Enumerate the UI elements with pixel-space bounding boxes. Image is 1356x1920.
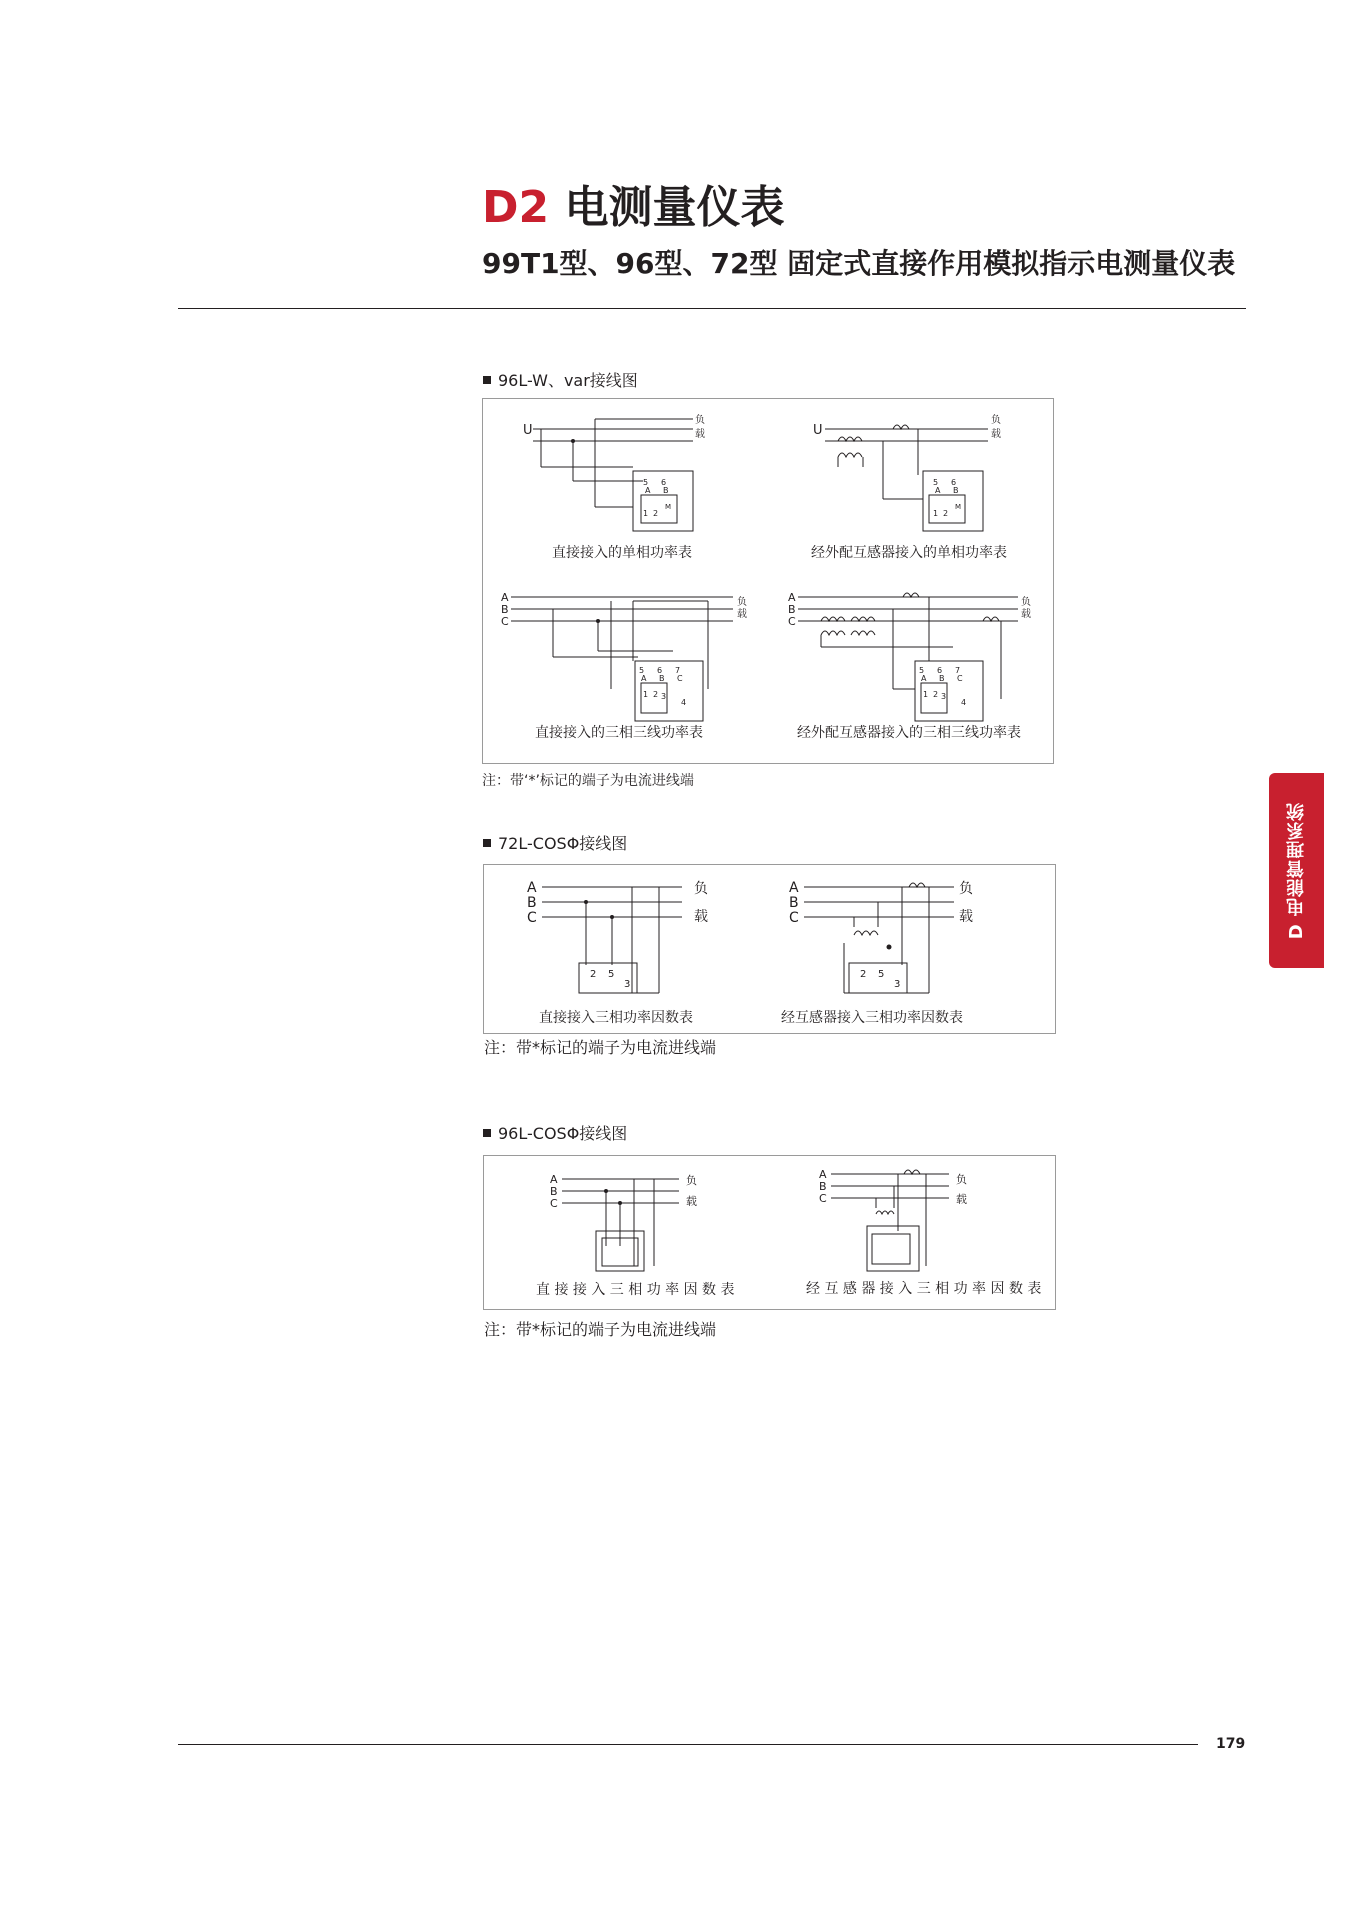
terminal-label: 6 xyxy=(951,478,957,487)
terminal-label: C xyxy=(677,674,683,683)
diagram-caption: 直 接 接 入 三 相 功 率 因 数 表 xyxy=(536,1282,735,1298)
line-label-u: U xyxy=(813,423,823,438)
section-title-text: 96L-W、var接线图 xyxy=(498,371,638,390)
terminal-label: 3 xyxy=(661,692,667,701)
load-label: 负 xyxy=(959,881,973,897)
top-rule xyxy=(178,308,1246,309)
diagram-caption: 经 互 感 器 接 入 三 相 功 率 因 数 表 xyxy=(806,1281,1042,1297)
line-label-b: B xyxy=(789,895,799,911)
note-72l-cos: 注：带*标记的端子为电流进线端 xyxy=(484,1038,717,1057)
side-tab[interactable] xyxy=(1269,773,1324,968)
load-label: 载 xyxy=(737,609,747,620)
page-subtitle: 99T1型、96型、72型 固定式直接作用模拟指示电测量仪表 xyxy=(482,247,1236,280)
section-title-96l-cos xyxy=(483,1124,627,1144)
load-label: 载 xyxy=(959,909,973,925)
section-title-text: 96L-COSΦ接线图 xyxy=(498,1124,628,1143)
terminal-label: 5 xyxy=(878,969,885,980)
terminal-label: 2 xyxy=(943,509,949,518)
transformer-coil xyxy=(821,631,845,635)
terminal-label: 5 xyxy=(933,478,939,487)
line-label-c: C xyxy=(550,1197,558,1210)
side-tab-label: D 电能管理系统 xyxy=(1285,801,1307,940)
diagram-direct-three-phase xyxy=(501,591,747,741)
terminal-label: 3 xyxy=(894,979,901,990)
terminal-label: 7 xyxy=(955,666,961,675)
terminal-label: B xyxy=(939,674,945,683)
load-label: 负 xyxy=(956,1173,967,1186)
terminal-label: 5 xyxy=(919,666,925,675)
line-label-b: B xyxy=(501,603,509,616)
meter-inner xyxy=(872,1234,910,1264)
section-title-72l-cos xyxy=(483,834,627,854)
terminal-label: A xyxy=(921,674,927,683)
transformer-coil xyxy=(851,617,875,621)
wiring-diagrams-96l-cos xyxy=(484,1156,1055,1309)
terminal-label: 6 xyxy=(657,666,663,675)
line-label-a: A xyxy=(789,880,799,896)
transformer-coil xyxy=(851,631,875,635)
line-label-a: A xyxy=(527,880,537,896)
terminal-label: 5 xyxy=(608,969,615,980)
diagram-direct-pf xyxy=(527,880,708,1026)
diagram-caption: 直接接入的单相功率表 xyxy=(552,545,692,561)
terminal-label: 3 xyxy=(624,979,631,990)
ct-coil xyxy=(904,1170,920,1174)
wiring-box-96l-w-var xyxy=(482,398,1054,764)
line-label-b: B xyxy=(550,1185,558,1198)
ct-coil xyxy=(893,425,909,429)
note-96l-cos: 注：带*标记的端子为电流进线端 xyxy=(484,1320,717,1339)
diagram-caption: 直接接入的三相三线功率表 xyxy=(535,725,703,741)
ct-coil xyxy=(909,883,925,887)
bottom-rule xyxy=(178,1744,1198,1745)
wiring-box-96l-cos xyxy=(483,1155,1056,1310)
diagram-ct-single-phase xyxy=(811,413,1007,561)
junction-dot xyxy=(887,945,892,950)
diagram-direct-single-phase xyxy=(523,413,705,561)
bullet-icon xyxy=(483,839,491,847)
title-text: 电测量仪表 xyxy=(564,182,785,233)
terminal-label: 1 xyxy=(643,690,649,699)
line-label-c: C xyxy=(789,910,799,926)
ct-coil xyxy=(983,617,999,621)
line-label-c: C xyxy=(527,910,537,926)
wiring-diagrams-96l-w-var xyxy=(483,399,1053,763)
page-title xyxy=(482,180,784,236)
terminal-label: 6 xyxy=(661,478,667,487)
bullet-icon xyxy=(483,1129,491,1137)
terminal-label: 4 xyxy=(961,698,967,707)
line-label-c: C xyxy=(819,1192,827,1205)
terminal-label: A xyxy=(645,486,651,495)
diagram-ct-pf-96 xyxy=(806,1168,1041,1297)
section-code: D2 xyxy=(482,182,550,233)
load-label: 负 xyxy=(737,597,747,608)
terminal-label: 2 xyxy=(590,969,597,980)
terminal-label: 7 xyxy=(675,666,681,675)
diagram-ct-pf xyxy=(781,880,973,1026)
terminal-label: 1 xyxy=(933,509,939,518)
bullet-icon xyxy=(483,376,491,384)
transformer-coil xyxy=(854,931,878,935)
transformer-coil xyxy=(821,617,845,621)
line-label-a: A xyxy=(788,591,796,604)
line-label-c: C xyxy=(788,615,796,628)
terminal-label: B xyxy=(659,674,665,683)
section-title-text: 72L-COSΦ接线图 xyxy=(498,834,628,853)
terminal-label: A xyxy=(935,486,941,495)
terminal-label: 2 xyxy=(933,690,939,699)
terminal-label: 5 xyxy=(639,666,645,675)
diagram-caption: 直接接入三相功率因数表 xyxy=(539,1010,693,1026)
load-label: 负 xyxy=(991,415,1001,426)
line-label-b: B xyxy=(527,895,537,911)
terminal-label: 4 xyxy=(681,698,687,707)
diagram-caption: 经外配互感器接入的三相三线功率表 xyxy=(797,725,1021,741)
wiring-diagrams-72l-cos xyxy=(484,865,1055,1033)
terminal-label: 6 xyxy=(937,666,943,675)
terminal-label: 2 xyxy=(653,509,659,518)
wiring-box-72l-cos xyxy=(483,864,1056,1034)
load-label: 载 xyxy=(956,1193,967,1206)
line-label-b: B xyxy=(819,1180,827,1193)
transformer-coil xyxy=(838,453,862,457)
load-label: 负 xyxy=(686,1174,697,1187)
terminal-label: A xyxy=(641,674,647,683)
line-label-u: U xyxy=(523,423,533,438)
diagram-caption: 经外配互感器接入的单相功率表 xyxy=(811,545,1007,561)
transformer-coil xyxy=(838,437,862,441)
load-label: 负 xyxy=(695,415,705,426)
terminal-label: B xyxy=(663,486,669,495)
terminal-label: M xyxy=(955,503,962,511)
load-label: 载 xyxy=(1021,609,1031,620)
line-label-b: B xyxy=(788,603,796,616)
load-label: 载 xyxy=(686,1195,697,1208)
load-label: 载 xyxy=(991,429,1001,440)
terminal-label: 3 xyxy=(941,692,947,701)
terminal-label: 5 xyxy=(643,478,649,487)
terminal-label: M xyxy=(665,503,672,511)
load-label: 载 xyxy=(694,909,708,925)
terminal-label: 2 xyxy=(653,690,659,699)
note-96l-w-var: 注：带‘*’标记的端子为电流进线端 xyxy=(482,773,694,789)
line-label-a: A xyxy=(501,591,509,604)
ct-coil xyxy=(903,593,919,597)
diagram-direct-pf-96 xyxy=(536,1173,735,1298)
diagram-caption: 经互感器接入三相功率因数表 xyxy=(781,1010,963,1026)
page-number: 179 xyxy=(1216,1736,1246,1752)
load-label: 负 xyxy=(1021,597,1031,608)
section-title-96l-w-var xyxy=(483,371,638,391)
terminal-label: 1 xyxy=(643,509,649,518)
transformer-coil xyxy=(876,1211,894,1214)
load-label: 载 xyxy=(695,429,705,440)
terminal-label: 1 xyxy=(923,690,929,699)
load-label: 负 xyxy=(694,881,708,897)
terminal-label: B xyxy=(953,486,959,495)
line-label-c: C xyxy=(501,615,509,628)
diagram-ct-three-phase xyxy=(788,591,1031,741)
line-label-a: A xyxy=(819,1168,827,1181)
terminal-label: 2 xyxy=(860,969,867,980)
line-label-a: A xyxy=(550,1173,558,1186)
terminal-label: C xyxy=(957,674,963,683)
